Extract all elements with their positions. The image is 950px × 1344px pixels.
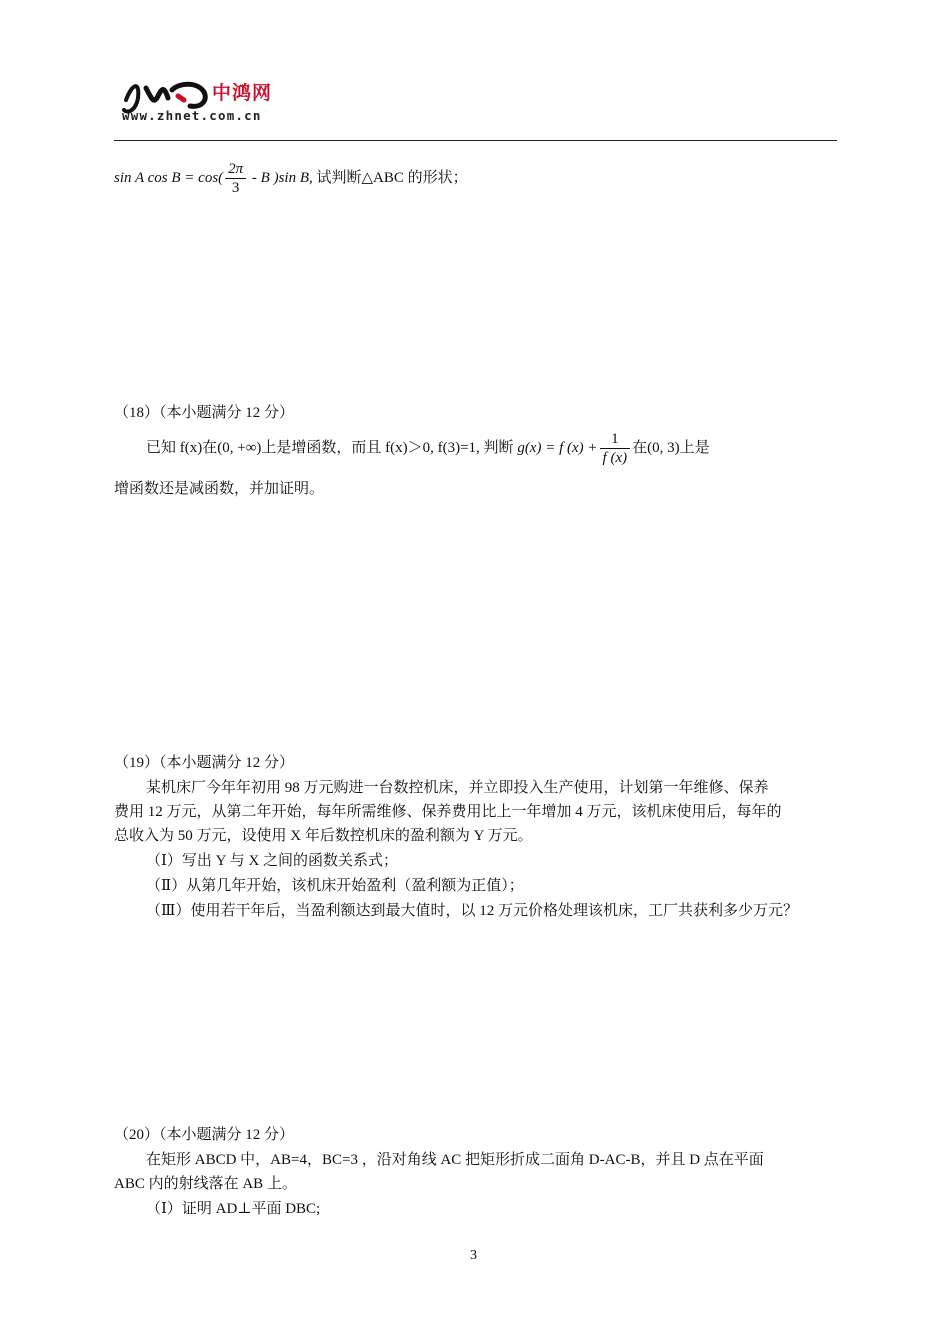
q19-line2: 费用 12 万元，从第二年开始，每年所需维修、保养费用比上一年增加 4 万元，该机床使用后，每年的 xyxy=(114,804,782,820)
q18-fraction xyxy=(600,430,631,467)
q20-line2: ABC 内的射线落在 AB 上。 xyxy=(114,1176,297,1192)
q18-function: g(x) = f (x) + xyxy=(517,439,598,456)
q19-line1: 某机床厂今年年初用 98 万元购进一台数控机床，并立即投入生产使用，计划第一年维修、保养 xyxy=(146,780,769,796)
q18-line1-post: 在(0, 3)上是 xyxy=(632,439,710,456)
q19-part2: （Ⅱ）从第几年开始，该机床开始盈利（盈利额为正值）； xyxy=(146,878,524,894)
page-number: 3 xyxy=(470,1248,477,1263)
q20-line1: 在矩形 ABCD 中，AB=4，BC=3 ，沿对角线 AC 把矩形折成二面角 D-AC-B，并且 D 点在平面 xyxy=(146,1152,764,1168)
q17-formula-mid: - B )sin B, xyxy=(248,169,317,186)
q18-line1-pre: 已知 f(x)在(0, +∞)上是增函数，而且 f(x)＞0, f(3)=1, 判断 xyxy=(146,439,514,456)
q17-formula-pre: sin A cos B = cos( xyxy=(114,169,224,186)
q18-frac-den: f (x) xyxy=(602,450,628,466)
q18-line1 xyxy=(146,430,710,467)
q17-question-text: 试判断△ABC 的形状； xyxy=(316,169,468,186)
q19-part3: （Ⅲ）使用若干年后，当盈利额达到最大值时，以 12 万元价格处理该机床，工厂共获利多少万元？ xyxy=(146,903,798,919)
logo-url: www.zhnet.com.cn xyxy=(122,108,262,123)
q17-frac-num: 2π xyxy=(225,160,246,179)
header-divider xyxy=(114,140,837,141)
q17-condition-line xyxy=(114,160,468,197)
q17-frac-den: 3 xyxy=(231,180,240,196)
q17-fraction xyxy=(225,160,246,197)
q18-heading: （18）（本小题满分 12 分） xyxy=(114,405,295,421)
q18-line2: 增函数还是减函数，并加证明。 xyxy=(114,481,325,497)
q19-line3: 总收入为 50 万元，设使用 X 年后数控机床的盈利额为 Y 万元。 xyxy=(114,828,533,844)
logo-chinese-name: 中鸿网 xyxy=(212,82,273,104)
q18-frac-num: 1 xyxy=(600,430,631,449)
q20-part1: （Ⅰ）证明 AD⊥平面 DBC; xyxy=(146,1201,321,1217)
q19-heading: （19）（本小题满分 12 分） xyxy=(114,755,295,771)
q19-part1: （Ⅰ）写出 Y 与 X 之间的函数关系式； xyxy=(146,853,399,869)
q20-heading: （20）（本小题满分 12 分） xyxy=(114,1127,295,1143)
